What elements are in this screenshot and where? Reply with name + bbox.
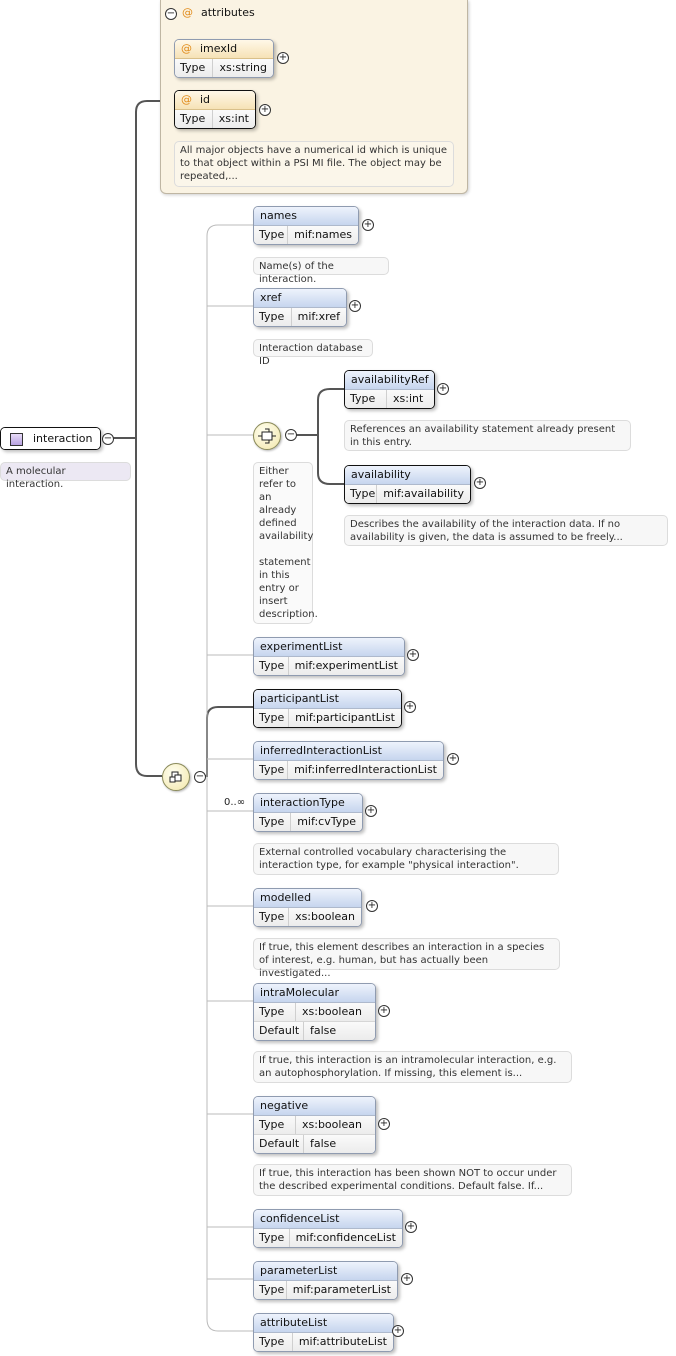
element-xref[interactable] [253, 288, 347, 327]
element-name: modelled [254, 889, 361, 908]
attribute-marker-icon: @ [182, 6, 193, 19]
type-value: xs:int [393, 392, 424, 405]
element-modelled[interactable] [253, 888, 362, 927]
availability-documentation: Describes the availability of the interaction data. If no availability is given, the data is assumed to be freely... [344, 515, 668, 546]
type-value: mif:xref [297, 310, 340, 323]
collapse-choice-icon[interactable]: − [286, 429, 296, 440]
type-value: mif:parameterList [292, 1283, 391, 1296]
interactionType-multiplicity: 0..∞ [224, 797, 246, 808]
element-name: participantList [254, 690, 401, 709]
default-label: Default [254, 1022, 304, 1040]
element-attributeList[interactable] [253, 1313, 394, 1352]
type-value: mif:names [294, 228, 352, 241]
type-value: xs:boolean [295, 910, 355, 923]
element-name: attributeList [254, 1314, 393, 1333]
expand-inferredInteractionList-icon[interactable]: + [448, 753, 458, 764]
collapse-sequence-icon[interactable]: − [195, 771, 205, 782]
attribute-name: id [200, 93, 211, 106]
element-inferredInteractionList[interactable] [253, 741, 444, 780]
element-name: interactionType [254, 794, 362, 813]
element-name: negative [254, 1097, 375, 1116]
expand-confidenceList-icon[interactable]: + [406, 1221, 416, 1232]
element-name: xref [254, 289, 346, 308]
type-value: mif:cvType [297, 815, 356, 828]
type-value: mif:participantList [295, 711, 395, 724]
expand-availabilityRef-icon[interactable]: + [438, 383, 448, 394]
type-label: Type [254, 761, 288, 779]
id-documentation: All major objects have a numerical id which is unique to that object within a PSI MI file. The object may be repeated,... [174, 141, 454, 187]
attribute-id[interactable] [174, 90, 256, 129]
element-participantList[interactable] [253, 689, 402, 728]
attributes-title: @ attributes [182, 6, 255, 19]
negative-documentation: If true, this interaction has been shown NOT to occur under the described experimental conditions. Default false. If... [253, 1164, 572, 1196]
type-value: mif:attributeList [298, 1335, 387, 1348]
type-label: Type [254, 1229, 290, 1247]
default-value: false [310, 1024, 337, 1037]
expand-attributeList-icon[interactable]: + [393, 1325, 403, 1336]
type-label: Type [254, 1003, 296, 1021]
element-interactionType[interactable] [253, 793, 363, 832]
expand-names-icon[interactable]: + [363, 219, 373, 230]
attribute-name: imexId [200, 42, 238, 55]
element-intraMolecular[interactable] [253, 983, 376, 1041]
interactionType-documentation: External controlled vocabulary characterising the interaction type, for example "physical interaction". [253, 843, 559, 875]
type-value: mif:availability [383, 487, 464, 500]
element-box-icon [10, 433, 23, 446]
type-label: Type [175, 110, 213, 128]
element-confidenceList[interactable] [253, 1209, 403, 1248]
names-documentation: Name(s) of the interaction. [253, 257, 389, 275]
element-name: intraMolecular [254, 984, 375, 1003]
attribute-imexId[interactable] [174, 39, 274, 78]
expand-xref-icon[interactable]: + [350, 300, 360, 311]
type-label: Type [254, 226, 288, 244]
default-value: false [310, 1137, 337, 1150]
modelled-documentation: If true, this element describes an interaction in a species of interest, e.g. human, but has actually been investigated... [253, 938, 560, 970]
element-name: parameterList [254, 1262, 397, 1281]
type-label: Type [254, 709, 289, 727]
element-experimentList[interactable] [253, 637, 405, 676]
element-name: confidenceList [254, 1210, 402, 1229]
element-availabilityRef[interactable] [344, 370, 435, 409]
attribute-marker-icon: @ [181, 93, 192, 106]
choice-compositor[interactable] [253, 422, 281, 450]
expand-parameterList-icon[interactable]: + [402, 1273, 412, 1284]
choice-documentation: Either refer to an already defined availability statement in this entry or insert description. [253, 462, 313, 624]
element-availability[interactable] [344, 465, 471, 504]
expand-modelled-icon[interactable]: + [367, 900, 377, 911]
type-label: Type [254, 308, 292, 326]
element-name: experimentList [254, 638, 404, 657]
expand-experimentList-icon[interactable]: + [408, 649, 418, 660]
root-element-interaction[interactable] [0, 427, 101, 450]
choice-icon [254, 423, 280, 449]
type-value: mif:confidenceList [295, 1231, 396, 1244]
expand-interactionType-icon[interactable]: + [366, 805, 376, 816]
availabilityRef-documentation: References an availability statement already present in this entry. [344, 420, 631, 451]
element-name: availability [345, 466, 470, 485]
expand-negative-icon[interactable]: + [379, 1118, 389, 1129]
type-label: Type [254, 657, 289, 675]
type-value: xs:string [219, 61, 267, 74]
type-label: Type [254, 1116, 296, 1134]
type-label: Type [345, 485, 377, 503]
element-name: availabilityRef [345, 371, 434, 390]
xref-documentation: Interaction database ID [253, 339, 373, 357]
expand-participantList-icon[interactable]: + [405, 701, 415, 712]
type-value: xs:boolean [302, 1118, 362, 1131]
attribute-marker-icon: @ [181, 42, 192, 55]
type-value: mif:experimentList [294, 659, 398, 672]
expand-intraMolecular-icon[interactable]: + [379, 1005, 389, 1016]
default-label: Default [254, 1135, 304, 1153]
element-name: names [254, 207, 358, 226]
type-label: Type [254, 1281, 287, 1299]
intraMolecular-documentation: If true, this interaction is an intramolecular interaction, e.g. an autophosphorylation. If missing, this element is... [253, 1051, 572, 1083]
type-label: Type [254, 813, 291, 831]
type-value: xs:int [218, 112, 249, 125]
sequence-compositor[interactable] [162, 763, 190, 791]
type-label: Type [175, 59, 213, 77]
type-value: xs:boolean [302, 1005, 362, 1018]
root-element-name: interaction [33, 432, 93, 445]
element-negative[interactable] [253, 1096, 376, 1154]
expand-availability-icon[interactable]: + [475, 477, 485, 488]
collapse-interaction-icon[interactable]: − [103, 433, 113, 444]
expand-imexId-icon[interactable]: + [278, 52, 288, 63]
interaction-documentation: A molecular interaction. [0, 462, 131, 481]
type-label: Type [345, 390, 387, 408]
type-label: Type [254, 1333, 293, 1351]
collapse-attributes-icon[interactable]: − [166, 8, 176, 19]
expand-id-icon[interactable]: + [260, 104, 270, 115]
element-name: inferredInteractionList [254, 742, 443, 761]
element-parameterList[interactable] [253, 1261, 398, 1300]
type-value: mif:inferredInteractionList [294, 763, 437, 776]
type-label: Type [254, 908, 289, 926]
element-names[interactable] [253, 206, 359, 245]
sequence-icon [163, 764, 189, 790]
